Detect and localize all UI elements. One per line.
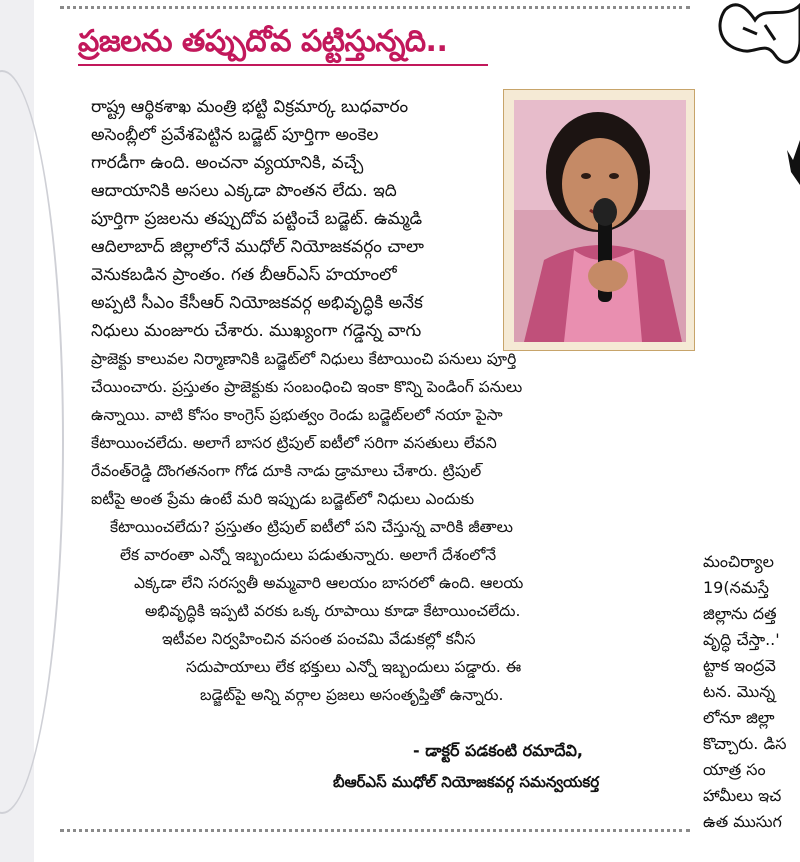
adjacent-line: మంచిర్యాల — [703, 552, 774, 571]
body-line: ఆదిలాబాద్ జిల్లాలోనే ముధోల్ నియోజకవర్గం చాలా — [91, 237, 424, 257]
left-decorative-curve — [0, 70, 64, 814]
adjacent-line: టన. మొన్న — [703, 682, 776, 701]
speaker-photo — [503, 89, 695, 351]
body-line: గారడీగా ఉంది. అంచనా వ్యయానికి, వచ్చే — [91, 153, 364, 173]
body-line: అభివృద్ధికి ఇప్పటి వరకు ఒక్క రూపాయి కూడా కేటాయించలేదు. — [145, 602, 521, 620]
top-dotted-rule — [60, 6, 690, 9]
author-role: బీఆర్ఎస్ ముధోల్ నియోజకవర్గ సమన్వయకర్త — [333, 773, 600, 791]
body-line: వెనుకబడిన ప్రాంతం. గత బీఆర్ఎస్ హయాంలో — [91, 265, 397, 285]
body-line: కేటాయించలేదు? ప్రస్తుతం ట్రిపుల్ ఐటీలో పని చేస్తున్న వారికి జీతాలు — [110, 518, 513, 536]
corner-illustration-icon — [705, 0, 800, 220]
body-line: రేవంత్‌రెడ్డి దొంగతనంగా గోడ దూకి నాడు డ్రామాలు చేశారు. ట్రిపుల్ — [91, 462, 482, 480]
article-headline: ప్రజలను తప్పుదోవ పట్టిస్తున్నది.. — [78, 24, 448, 59]
adjacent-line: 19(నమస్తే — [703, 578, 769, 597]
author-name: - డాక్టర్ పడకంటి రమాదేవి, — [413, 741, 583, 760]
adjacent-line: హామీలు ఇచ — [703, 786, 782, 805]
body-line: ఎక్కడా లేని సరస్వతీ అమ్మవారి ఆలయం బాసరలో ఉంది. ఆలయ — [134, 574, 524, 592]
adjacent-article-fragment — [703, 540, 800, 862]
adjacent-line: ట్టాక ఇంద్రవె — [703, 656, 776, 675]
body-line: ఐటీపై అంత ప్రేమ ఉంటే మరి ఇప్పుడు బడ్జెట్‌లో నిధులు ఎందుకు — [91, 490, 475, 508]
body-line: అప్పటి సీఎం కేసీఆర్ నియోజకవర్గ అభివృద్ధికి అనేక — [91, 293, 423, 313]
body-line: అసెంబ్లీలో ప్రవేశపెట్టిన బడ్జెట్ పూర్తిగా అంకెల — [91, 125, 379, 145]
body-line: చేయించారు. ప్రస్తుతం ప్రాజెక్టుకు సంబంధించి ఇంకా కొన్ని పెండింగ్ పనులు — [91, 378, 523, 396]
speaker-photo-icon — [514, 100, 686, 342]
body-line: ఉన్నాయి. వాటి కోసం కాంగ్రెస్ ప్రభుత్వం రెండు బడ్జెట్‌లలో నయా పైసా — [91, 406, 503, 424]
body-line: ఆదాయానికి అసలు ఎక్కడా పొంతన లేదు. ఇది — [91, 181, 397, 201]
adjacent-line: ఉత ముసుగ — [703, 812, 782, 831]
adjacent-line: వృద్ధి చేస్తా..' — [703, 630, 780, 649]
adjacent-line: జిల్లాను దత్త — [703, 604, 777, 623]
body-line: ప్రాజెక్టు కాలువల నిర్మాణానికి బడ్జెట్‌లో నిధులు కేటాయించి పనులు పూర్తి — [91, 350, 517, 368]
body-line: లేక వారంతా ఎన్నో ఇబ్బందులు పడుతున్నారు. అలాగే దేశంలోనే — [120, 546, 497, 564]
adjacent-line: యాత్ర సం — [703, 760, 766, 779]
bottom-dotted-rule — [60, 829, 690, 832]
body-line: పూర్తిగా ప్రజలను తప్పుదోవ పట్టించే బడ్జెట్. ఉమ్మడి — [91, 209, 423, 229]
body-line: ఇటీవల నిర్వహించిన వసంత పంచమి వేడుకల్లో కనీస — [162, 630, 476, 648]
body-line: సదుపాయాలు లేక భక్తులు ఎన్నో ఇబ్బందులు పడ్డారు. ఈ — [186, 658, 522, 676]
body-line: కేటాయించలేదు. అలాగే బాసర ట్రిపుల్ ఐటీలో సరిగా వసతులు లేవని — [91, 434, 497, 452]
body-line: బడ్జెట్‌పై అన్ని వర్గాల ప్రజలు అసంతృప్తితో ఉన్నారు. — [200, 686, 504, 704]
headline-underline — [78, 64, 488, 66]
adjacent-line: కొచ్చారు. డిస — [703, 734, 787, 753]
body-line: నిధులు మంజూరు చేశారు. ముఖ్యంగా గడ్డెన్న వాగు — [91, 321, 422, 341]
adjacent-line: లోనూ జిల్లా — [703, 708, 775, 727]
body-line: రాష్ట్ర ఆర్థికశాఖ మంత్రి భట్టి విక్రమార్క బుధవారం — [91, 97, 409, 117]
